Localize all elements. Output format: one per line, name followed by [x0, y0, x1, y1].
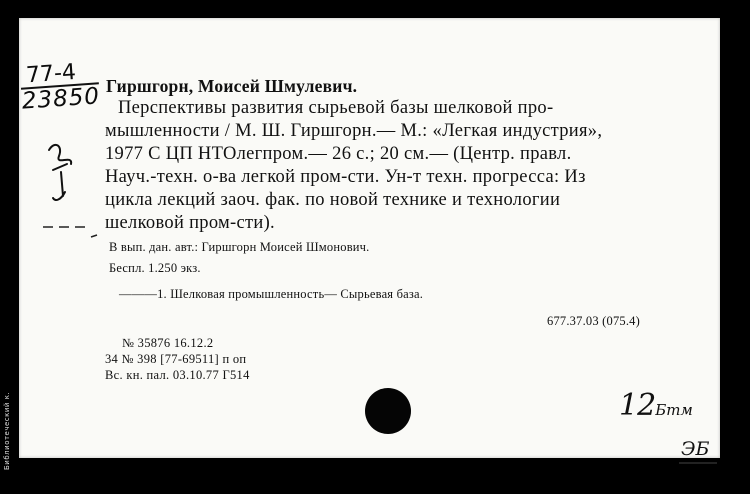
margin-text: Библиотеческий к.	[3, 391, 11, 470]
initials-underline	[679, 462, 717, 464]
handwritten-shelf-mark	[619, 388, 693, 423]
call-number-line-1: 77-4	[25, 59, 77, 89]
description-line-2: мышленности / М. Ш. Гиршгорн.— М.: «Легкая индустрия»,	[105, 121, 603, 141]
card-author-heading: Гиршгорн, Моисей Шмулевич.	[106, 76, 358, 96]
handwritten-shelf-number: 12	[619, 388, 656, 423]
record-number-line-1: № 35876 16.12.2	[122, 336, 214, 350]
catalog-card	[19, 18, 720, 458]
margin-dash-marks	[41, 223, 101, 243]
description-line-6: шелковой пром-сти).	[105, 213, 275, 233]
record-number-line-3: Вс. кн. пал. 03.10.77 Г514	[105, 368, 250, 382]
subject-heading: ———1. Шелковая промышленность— Сырьевая база.	[119, 287, 424, 301]
handwritten-call-number	[19, 60, 100, 113]
punch-hole	[365, 388, 411, 434]
description-line-4: Науч.-техн. о-ва легкой пром-сти. Ун-т техн. прогресса: Из	[105, 167, 586, 187]
description-line-1: Перспективы развития сырьевой базы шелковой про-	[118, 98, 554, 118]
author-note: В вып. дан. авт.: Гиршгорн Моисей Шмонович.	[109, 240, 370, 254]
description-line-5: цикла лекций заоч. фак. по новой технике и технологии	[105, 190, 561, 210]
record-number-line-2: 34 № 398 [77-69511] п оп	[105, 352, 247, 366]
handwritten-shelf-suffix: Бтм	[655, 401, 693, 419]
description-line-3: 1977 С ЦП НТОлегпром.— 26 с.; 20 см.— (Центр. правл.	[105, 144, 572, 164]
classification-code: 677.37.03 (075.4)	[547, 314, 640, 328]
handwritten-initials: ЭБ	[681, 438, 710, 460]
price-and-run: Беспл. 1.250 экз.	[109, 261, 201, 275]
call-number-line-2: 23850	[21, 83, 101, 115]
handwritten-scribble-mark	[43, 136, 83, 206]
